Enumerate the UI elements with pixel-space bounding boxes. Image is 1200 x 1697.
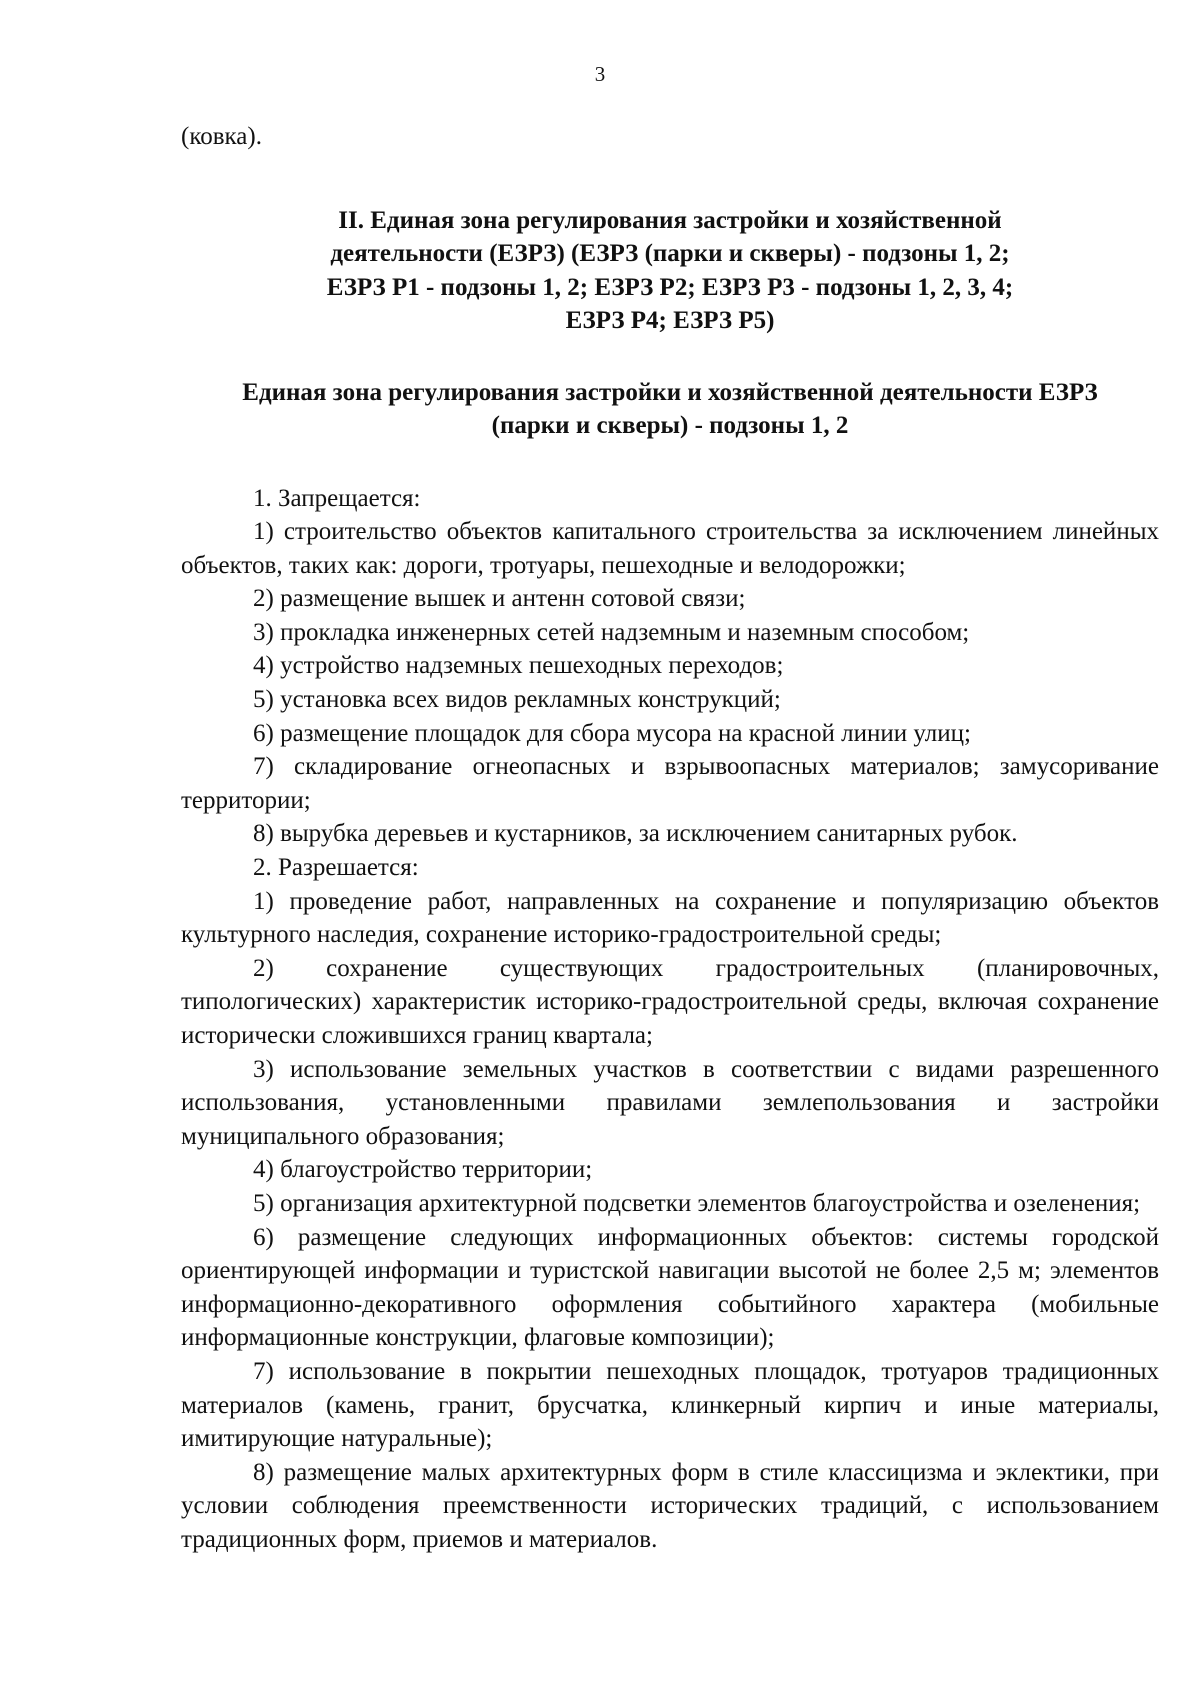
subsection-heading-line: Единая зона регулирования застройки и хозяйственной деятельности ЕЗРЗ [242,378,1098,406]
clause-item: 8) вырубка деревьев и кустарников, за исключением санитарных рубок. [253,820,1018,848]
clause-item: 3) использование земельных участков в соответствии с видами разрешенного использования, установленными правилами землепользования и застройки муниципального образования; [181,1055,1159,1150]
section-heading-line: ЕЗРЗ Р1 - подзоны 1, 2; ЕЗРЗ Р2; ЕЗРЗ Р3 - подзоны 1, 2, 3, 4; [326,273,1014,301]
document-body [181,120,1159,1557]
clause-item: 6) размещение площадок для сбора мусора на красной линии улиц; [253,719,971,747]
clause-item: 5) организация архитектурной подсветки элементов благоустройства и озеленения; [253,1189,1141,1217]
clause-item: 2) сохранение существующих градостроительных (планировочных, типологических) характеристик историко-градостроительной среды, включая сохранение исторически сложившихся границ квартала; [181,954,1159,1049]
clause-item: 6) размещение следующих информационных объектов: системы городской ориентирующей информации и туристской навигации высотой не более 2,5 м; элементов информационно-декоративного оформления событийного характера (мобильные информационные конструкции, флаговые композиции); [181,1223,1159,1352]
section-heading-line: II. Единая зона регулирования застройки и хозяйственной [338,206,1002,234]
section-heading-line: деятельности (ЕЗРЗ) (ЕЗРЗ (парки и скверы) - подзоны 1, 2; [330,240,1010,267]
paragraph-list [181,482,1159,1557]
clause-heading-prohibited: 1. Запрещается: [253,484,421,512]
subsection-heading-line: (парки и скверы) - подзоны 1, 2 [491,412,849,439]
clause-item: 3) прокладка инженерных сетей надземным и наземным способом; [253,618,970,646]
lead-text: (ковка). [181,123,262,150]
clause-item: 1) проведение работ, направленных на сохранение и популяризацию объектов культурного наследия, сохранение историко-градостроительной среды; [181,887,1159,949]
section-heading [181,204,1159,338]
subsection-heading [181,376,1159,443]
clause-item: 4) устройство надземных пешеходных переходов; [253,652,784,680]
clause-item: 4) благоустройство территории; [253,1156,593,1184]
clause-heading-permitted: 2. Разрешается: [253,854,419,882]
section-heading-line: ЕЗРЗ Р4; ЕЗРЗ Р5) [565,307,775,334]
clause-item: 1) строительство объектов капитального строительства за исключением линейных объектов, таких как: дороги, тротуары, пешеходные и велодорожки; [181,518,1159,579]
clause-item: 7) складирование огнеопасных и взрывоопасных материалов; замусоривание территории; [181,753,1159,814]
clause-item: 8) размещение малых архитектурных форм в стиле классицизма и эклектики, при условии соблюдения преемственности исторических традиций, с использованием традиционных форм, приемов и материалов. [181,1458,1159,1553]
clause-item: 2) размещение вышек и антенн сотовой связи; [253,585,746,613]
page-number: 3 [594,62,606,86]
clause-item: 7) использование в покрытии пешеходных площадок, тротуаров традиционных материалов (камень, гранит, брусчатка, клинкерный кирпич и иные материалы, имитирующие натуральные); [181,1357,1159,1453]
clause-item: 5) установка всех видов рекламных конструкций; [253,686,781,714]
